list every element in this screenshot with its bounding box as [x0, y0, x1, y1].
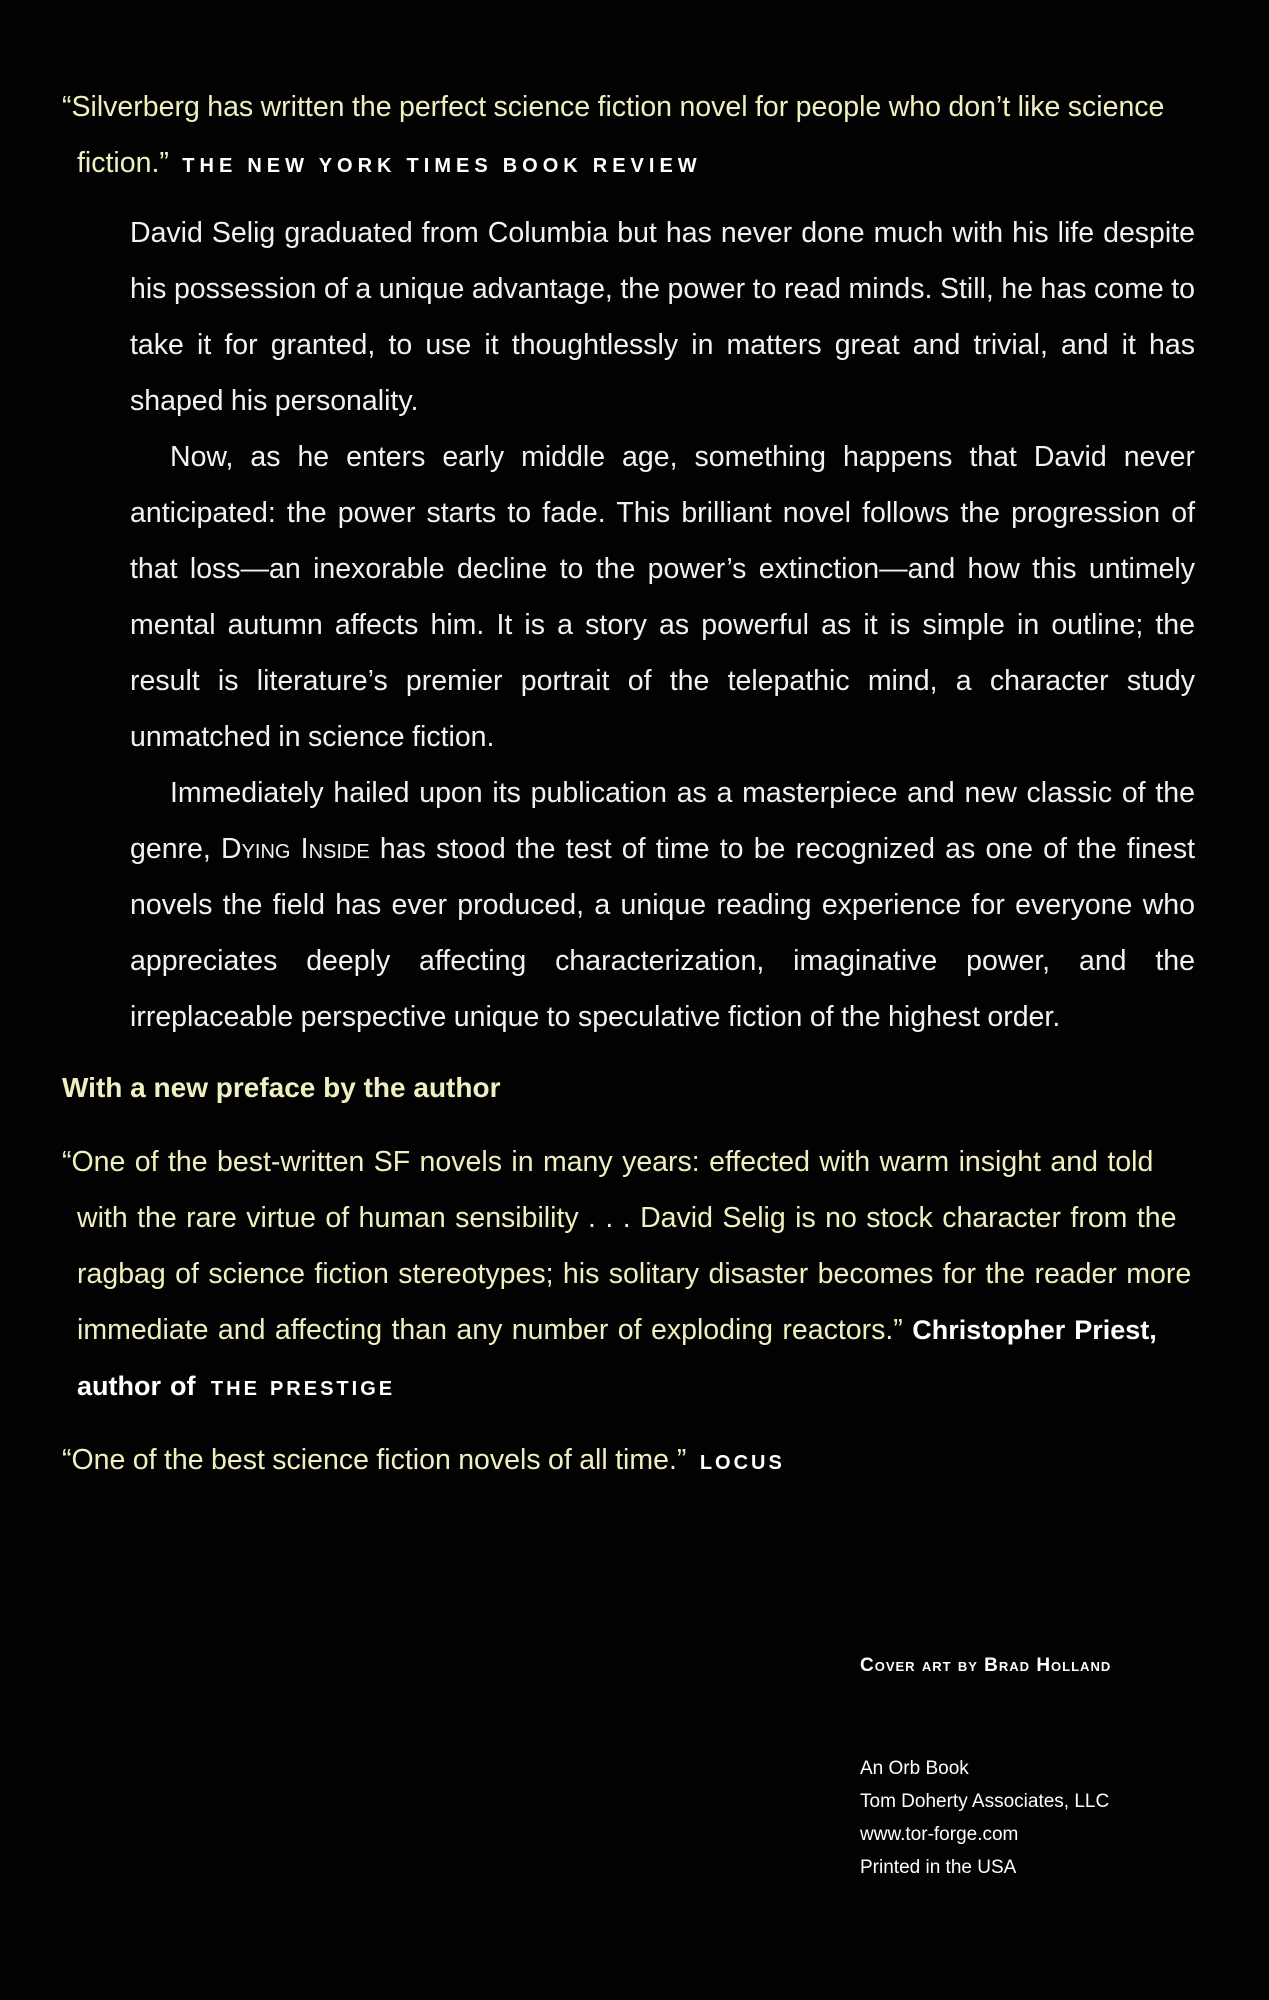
description-paragraph-3 — [130, 765, 1195, 1045]
paragraph-3-lead: Immediately hailed upon its publication as a masterpiece and new classic of the genre, — [130, 777, 1195, 865]
review-quote-nyt — [62, 79, 1192, 194]
quote-source-work: THE PRESTIGE — [210, 1378, 396, 1400]
imprint-line: An Orb Book — [860, 1758, 969, 1779]
imprint-line: Tom Doherty Associates, LLC — [860, 1791, 1110, 1812]
publisher-imprint — [860, 1752, 1109, 1884]
quote-text: “Silverberg has written the perfect science fiction novel for people who don’t like science fiction.” — [62, 91, 1165, 179]
cover-art-credit: Cover art by Brad Holland — [860, 1655, 1112, 1676]
review-quote-locus — [62, 1432, 1192, 1491]
preface-note: With a new preface by the author — [62, 1072, 501, 1103]
quote-source: THE NEW YORK TIMES BOOK REVIEW — [182, 155, 702, 177]
quote-text: “One of the best science fiction novels of all time.” — [62, 1444, 687, 1476]
quote-source-prefix: author of — [77, 1371, 196, 1401]
quote-text: “One of the best-written SF novels in many years: effected with warm insight and told with the rare virtue of human sensibility . . . David Selig is no stock character from the ragbag of science fiction stereotypes; his solitary disaster becomes for the reader more immediate and affecting than any number of exploding reactors.” — [62, 1146, 1192, 1346]
paragraph-3-rest: has stood the test of time to be recognized as one of the finest novels the field has ever produced, a unique reading experience for everyone who appreciates deeply affecting characterization, imaginative power, and the irreplaceable perspective unique to speculative fiction of the highest order. — [130, 833, 1196, 1033]
description-paragraph-2: Now, as he enters early middle age, something happens that David never anticipated: the power starts to fade. This brilliant novel follows the progression of that loss—an inexorable decline to the power’s extinction—and how this untimely mental autumn affects him. It is a story as powerful as it is simple in outline; the result is literature’s premier portrait of the telepathic mind, a character study unmatched in science fiction. — [130, 441, 1195, 753]
publisher-website: www.tor-forge.com — [860, 1824, 1019, 1845]
quote-source: LOCUS — [699, 1452, 785, 1474]
quote-source-name: Christopher Priest, — [912, 1315, 1157, 1345]
book-description — [130, 205, 1195, 1045]
imprint-line: Printed in the USA — [860, 1857, 1017, 1878]
book-title: Dying Inside — [221, 833, 370, 865]
description-paragraph-1: David Selig graduated from Columbia but has never done much with his life despite his possession of a unique advantage, the power to read minds. Still, he has come to take it for granted, to use it thoughtlessly in matters great and trivial, and it has shaped his personality. — [130, 217, 1195, 417]
review-quote-priest — [62, 1134, 1202, 1417]
